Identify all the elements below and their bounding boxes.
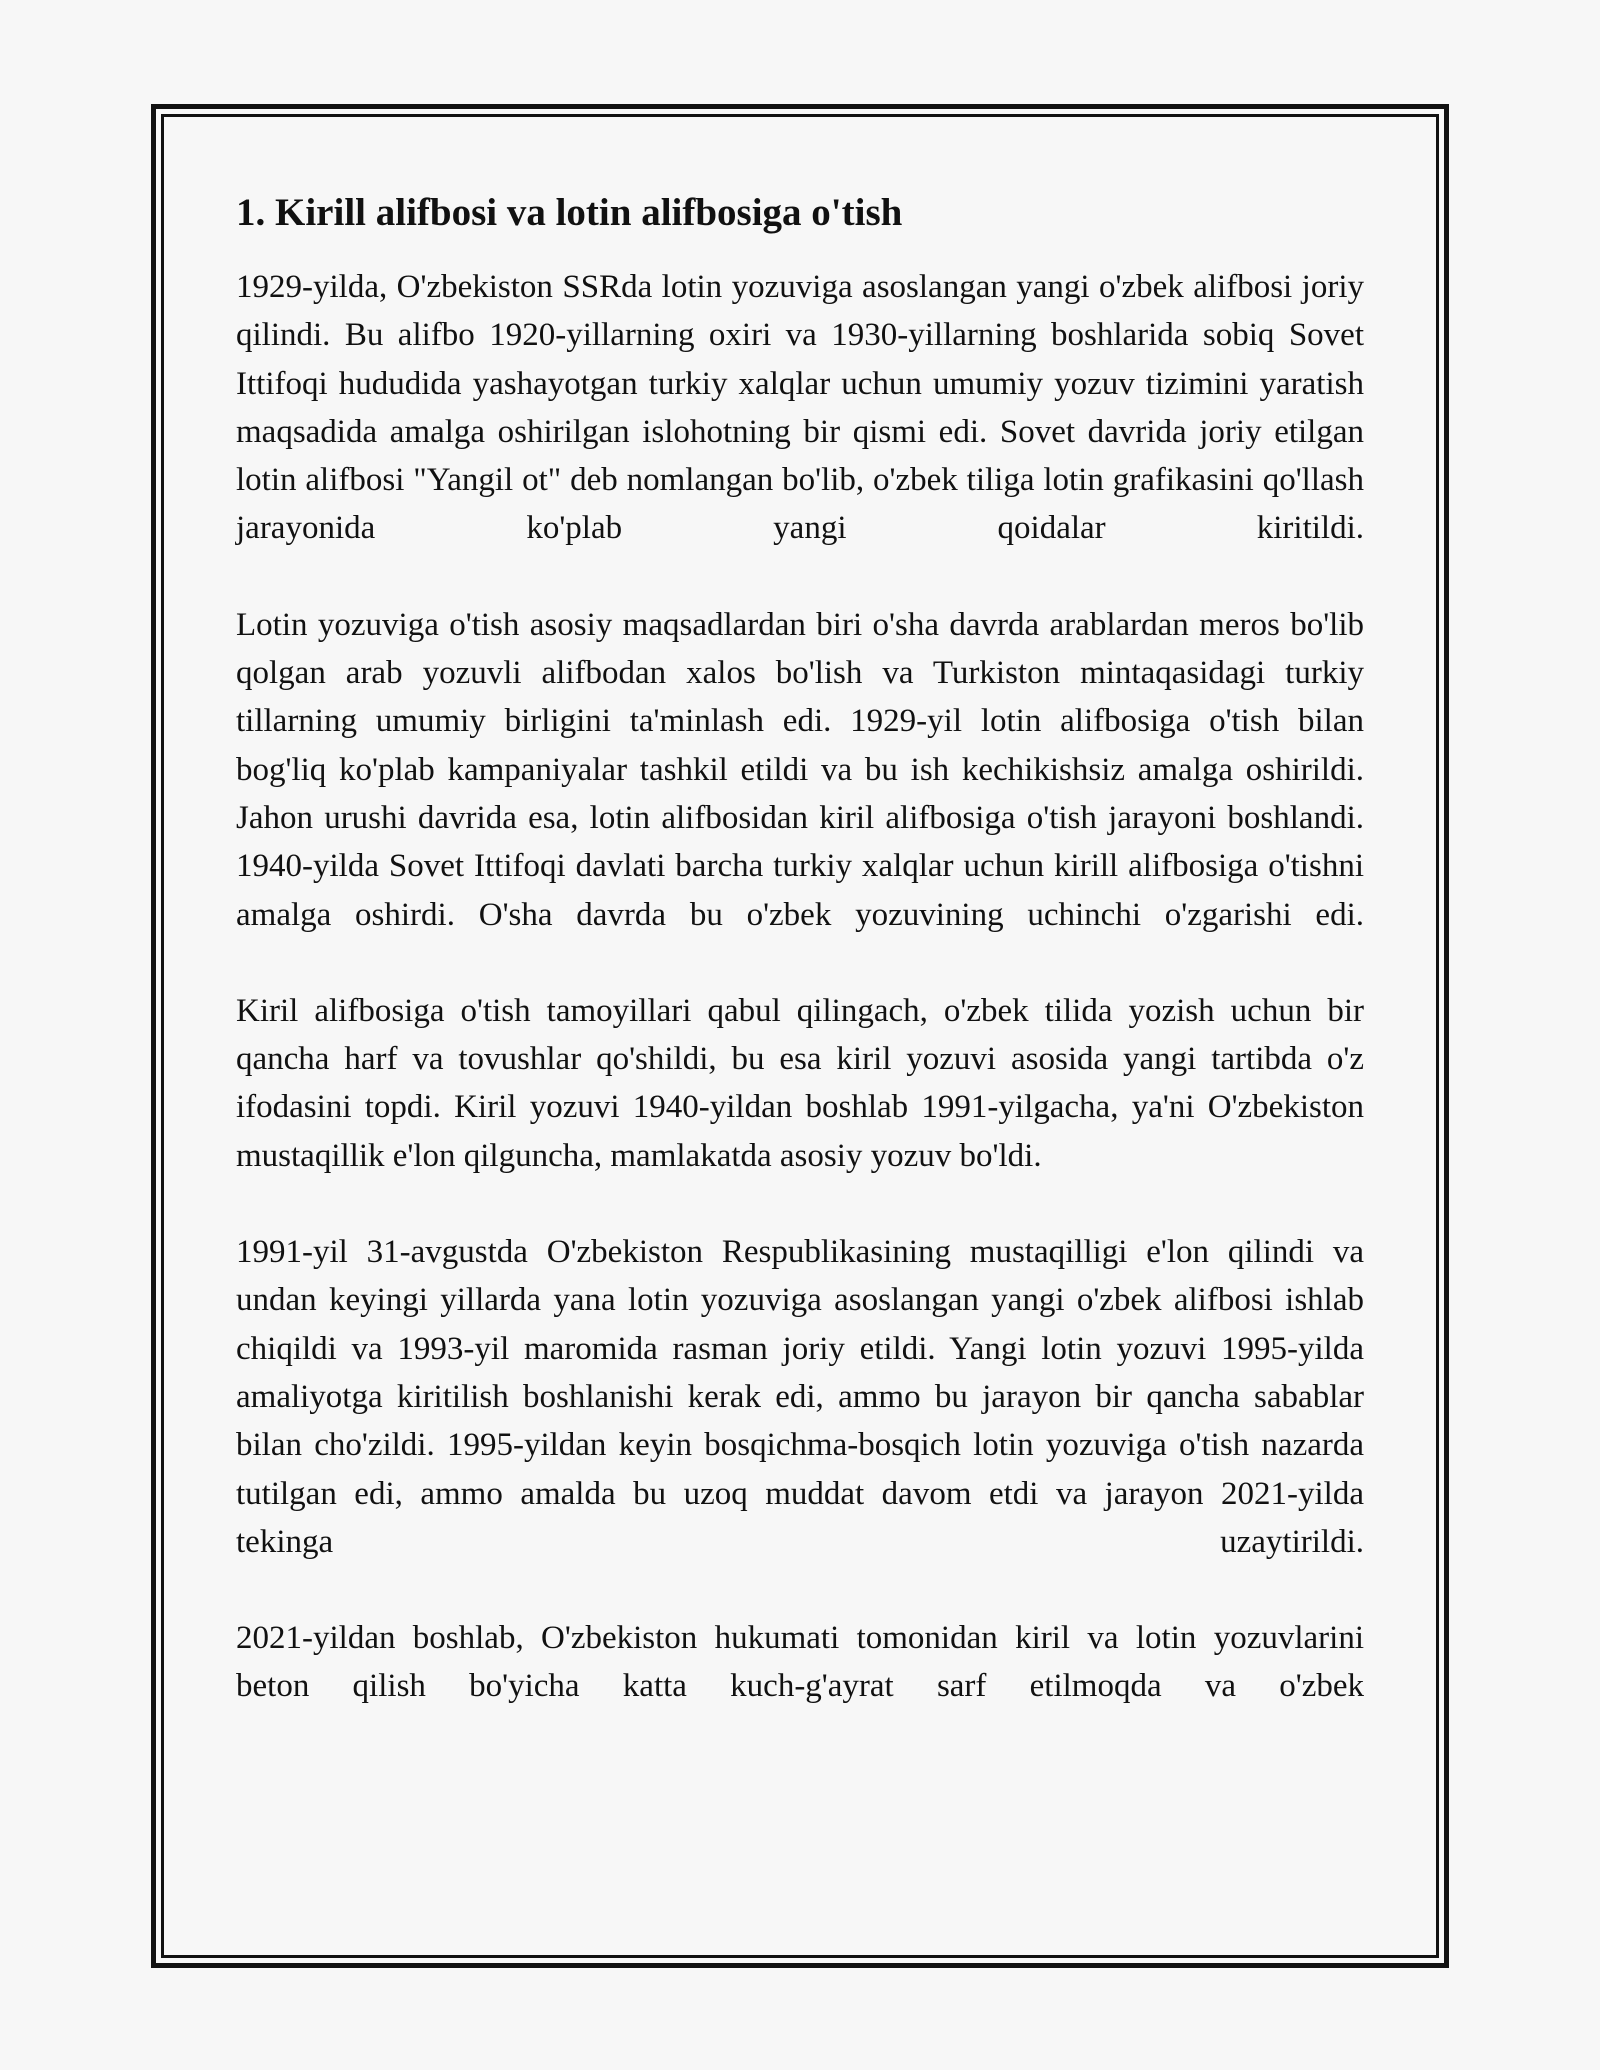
paragraph-5: 2021-yildan boshlab, O'zbekiston hukumati tomonidan kiril va lotin yozuvlarini beton qilish bo'yicha katta kuch-g'ayrat sarf etilmoqda va o'zbek [236, 1620, 1364, 1705]
section-heading: 1. Kirill alifbosi va lotin alifbosiga o'tish [236, 191, 903, 234]
paragraph-2: Lotin yozuviga o'tish asosiy maqsadlardan biri o'sha davrda arablardan meros bo'lib qolgan arab yozuvli alifbodan xalos bo'lish va Turkiston mintaqasidagi turkiy tillarning umumiy birligini ta'minlash edi. 1929-yil lotin alifbosiga o'tish bilan bog'liq ko'plab kampaniyalar tashkil etildi va bu ish kechikishsiz amalga oshirildi. Jahon urushi davrida esa, lotin alifbosidan kiril alifbosiga o'tish jarayoni boshlandi. 1940-yilda Sovet Ittifoqi davlati barcha turkiy xalqlar uchun kirill alifbosiga o'tishni amalga oshirdi. O'sha davrda bu o'zbek yozuvining uchinchi o'zgarishi edi. [236, 606, 1364, 933]
paragraph-1: 1929-yilda, O'zbekiston SSRda lotin yozuviga asoslangan yangi o'zbek alifbosi joriy qilindi. Bu alifbo 1920-yillarning oxiri va 1930-yillarning boshlarida sobiq Sovet Ittifoqi hududida yashayotgan turkiy xalqlar uchun umumiy yozuv tizimini yaratish maqsadida amalga oshirilgan islohotning bir qismi edi. Sovet davrida joriy etilgan lotin alifbosi "Yangil ot" deb nomlangan bo'lib, o'zbek tiliga lotin grafikasini qo'llash jarayonida ko'plab yangi qoidalar kiritildi. [236, 269, 1364, 547]
paragraph-4: 1991-yil 31-avgustda O'zbekiston Respublikasining mustaqilligi e'lon qilindi va undan keyingi yillarda yana lotin yozuviga asoslangan yangi o'zbek alifbosi ishlab chiqildi va 1993-yil maromida rasman joriy etildi. Yangi lotin yozuvi 1995-yilda amaliyotga kiritilish boshlanishi kerak edi, ammo bu jarayon bir qancha sabablar bilan cho'zildi. 1995-yildan keyin bosqichma-bosqich lotin yozuviga o'tish nazarda tutilgan edi, ammo amalda bu uzoq muddat davom etdi va jarayon 2021-yilda tekinga uzaytirildi. [236, 1234, 1364, 1560]
paragraph-3: Kiril alifbosiga o'tish tamoyillari qabul qilingach, o'zbek tilida yozish uchun bir qancha harf va tovushlar qo'shildi, bu esa kiril yozuvi asosida yangi tartibda o'z ifodasini topdi. Kiril yozuvi 1940-yildan boshlab 1991-yilgacha, ya'ni O'zbekiston mustaqillik e'lon qilguncha, mamlakatda asosiy yozuv bo'ldi. [236, 992, 1364, 1174]
document-body [236, 185, 1364, 1759]
